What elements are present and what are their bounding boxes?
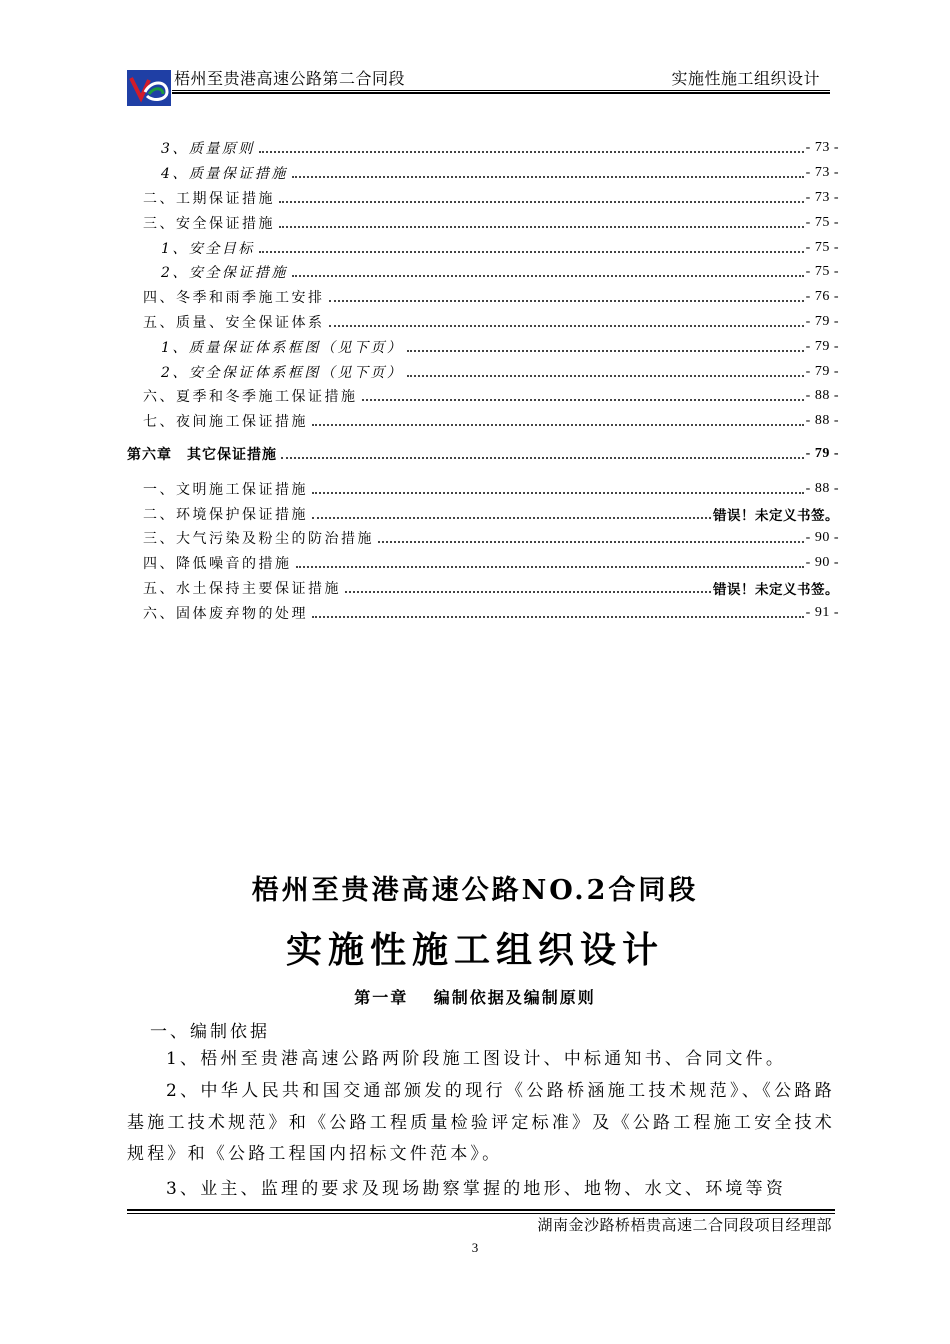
toc-entry-page: - 76 - <box>805 289 839 305</box>
body-paragraph: 2、中华人民共和国交通部颁发的现行《公路桥涵施工技术规范》、《公路路基施工技术规范》和《公路工程质量检验评定标准》及《公路工程施工安全技术规程》和《公路工程国内招标文件范本》。 <box>127 1081 835 1164</box>
toc-entry-label: 二、工期保证措施 <box>143 190 275 207</box>
toc-entry[interactable] <box>127 285 839 310</box>
header-rule-thick <box>172 92 830 94</box>
toc-entry-page: - 90 - <box>805 555 839 571</box>
toc-entry-label: 四、降低噪音的措施 <box>143 556 292 573</box>
toc-entry-label: 六、夏季和冬季施工保证措施 <box>143 389 358 406</box>
toc-leader-dots <box>345 581 711 595</box>
toc-entry-label: 四、冬季和雨季施工安排 <box>143 290 325 307</box>
toc-leader-dots <box>296 556 804 570</box>
toc-entry-label: 3、质量原则 <box>161 141 255 158</box>
toc-entry-label: 第六章 其它保证措施 <box>127 446 277 463</box>
toc-entry[interactable] <box>127 136 839 161</box>
toc-entry[interactable] <box>127 501 839 526</box>
toc-entry[interactable] <box>127 235 839 260</box>
toc-leader-dots <box>312 606 804 620</box>
toc-entry[interactable] <box>127 600 839 625</box>
toc-entry-label: 五、水土保持主要保证措施 <box>143 580 341 597</box>
table-of-contents <box>127 136 839 625</box>
footer-organization: 湖南金沙路桥梧贵高速二合同段项目经理部 <box>537 1216 832 1234</box>
toc-entry-page: - 73 - <box>805 140 839 156</box>
body-paragraph: 1、梧州至贵港高速公路两阶段施工图设计、中标通知书、合同文件。 <box>166 1049 787 1069</box>
toc-entry[interactable] <box>127 576 839 601</box>
toc-entry-page: - 79 - <box>805 363 839 379</box>
toc-entry-page: - 79 - <box>805 338 839 354</box>
toc-entry-page: - 88 - <box>805 388 839 404</box>
chapter-heading: 第一章 编制依据及编制原则 <box>354 988 596 1007</box>
company-logo-icon <box>127 70 171 106</box>
toc-entry[interactable] <box>127 186 839 211</box>
toc-entry-page: - 73 - <box>805 189 839 205</box>
toc-entry-page: - 88 - <box>805 413 839 429</box>
document-title: 实施性施工组织设计 <box>285 929 664 971</box>
toc-entry-page: - 79 - <box>805 313 839 329</box>
toc-entry-label: 2、安全保证体系框图（见下页） <box>161 364 404 381</box>
toc-leader-dots <box>292 166 804 180</box>
toc-leader-dots <box>378 531 804 545</box>
toc-entry-page-error: 错误！未定义书签。 <box>713 507 839 523</box>
toc-entry-page: - 75 - <box>805 264 839 280</box>
header-document-title: 实施性施工组织设计 <box>671 69 820 88</box>
toc-leader-dots <box>362 389 804 403</box>
toc-entry-label: 六、固体废弃物的处理 <box>143 605 308 622</box>
toc-entry-label: 五、质量、安全保证体系 <box>143 314 325 331</box>
toc-entry-label: 三、安全保证措施 <box>143 215 275 232</box>
toc-leader-dots <box>407 340 803 354</box>
toc-entry-page: - 75 - <box>805 214 839 230</box>
header-project-title: 梧州至贵港高速公路第二合同段 <box>174 69 406 88</box>
toc-leader-dots <box>292 265 804 279</box>
toc-leader-dots <box>312 414 804 428</box>
toc-leader-dots <box>329 315 804 329</box>
toc-entry-label: 七、夜间施工保证措施 <box>143 414 308 431</box>
toc-entry-page: - 75 - <box>805 239 839 255</box>
toc-entry-label: 4、质量保证措施 <box>161 166 288 183</box>
body-paragraph: 3、业主、监理的要求及现场勘察掌握的地形、地物、水文、环境等资 <box>166 1179 787 1199</box>
toc-entry[interactable] <box>127 210 839 235</box>
toc-entry-label: 1、安全目标 <box>161 240 255 257</box>
toc-leader-dots <box>279 216 804 230</box>
toc-entry-page: - 73 - <box>805 165 839 181</box>
toc-entry[interactable] <box>127 334 839 359</box>
toc-leader-dots <box>259 241 804 255</box>
header-rule <box>172 90 830 91</box>
toc-entry-label: 三、大气污染及粉尘的防治措施 <box>143 531 374 548</box>
toc-entry-page-error: 错误！未定义书签。 <box>713 581 839 597</box>
toc-leader-dots <box>279 191 804 205</box>
toc-entry[interactable] <box>127 310 839 335</box>
page-header <box>127 62 830 108</box>
toc-chapter-entry[interactable] <box>127 442 839 467</box>
toc-entry-page: - 90 - <box>805 530 839 546</box>
footer-rule-thick <box>127 1209 835 1211</box>
project-title: 梧州至贵港高速公路NO.2合同段 <box>251 875 699 906</box>
toc-entry[interactable] <box>127 526 839 551</box>
toc-entry[interactable] <box>127 476 839 501</box>
toc-entry-page: - 79 - <box>805 445 839 461</box>
toc-entry-page: - 91 - <box>805 604 839 620</box>
toc-entry-label: 2、安全保证措施 <box>161 265 288 282</box>
toc-leader-dots <box>281 447 804 461</box>
toc-entry[interactable] <box>127 551 839 576</box>
toc-entry-label: 1、质量保证体系框图（见下页） <box>161 339 404 356</box>
toc-entry-label: 一、文明施工保证措施 <box>143 481 308 498</box>
toc-leader-dots <box>407 365 803 379</box>
toc-entry[interactable] <box>127 384 839 409</box>
toc-leader-dots <box>312 507 711 521</box>
toc-entry-page: - 88 - <box>805 480 839 496</box>
toc-entry[interactable] <box>127 409 839 434</box>
page-number: 3 <box>471 1240 479 1255</box>
toc-leader-dots <box>329 290 804 304</box>
toc-entry[interactable] <box>127 359 839 384</box>
toc-entry[interactable] <box>127 161 839 186</box>
toc-leader-dots <box>312 482 804 496</box>
toc-entry-label: 二、环境保护保证措施 <box>143 506 308 523</box>
section-heading: 一、编制依据 <box>150 1022 270 1042</box>
toc-leader-dots <box>259 141 804 155</box>
toc-entry[interactable] <box>127 260 839 285</box>
